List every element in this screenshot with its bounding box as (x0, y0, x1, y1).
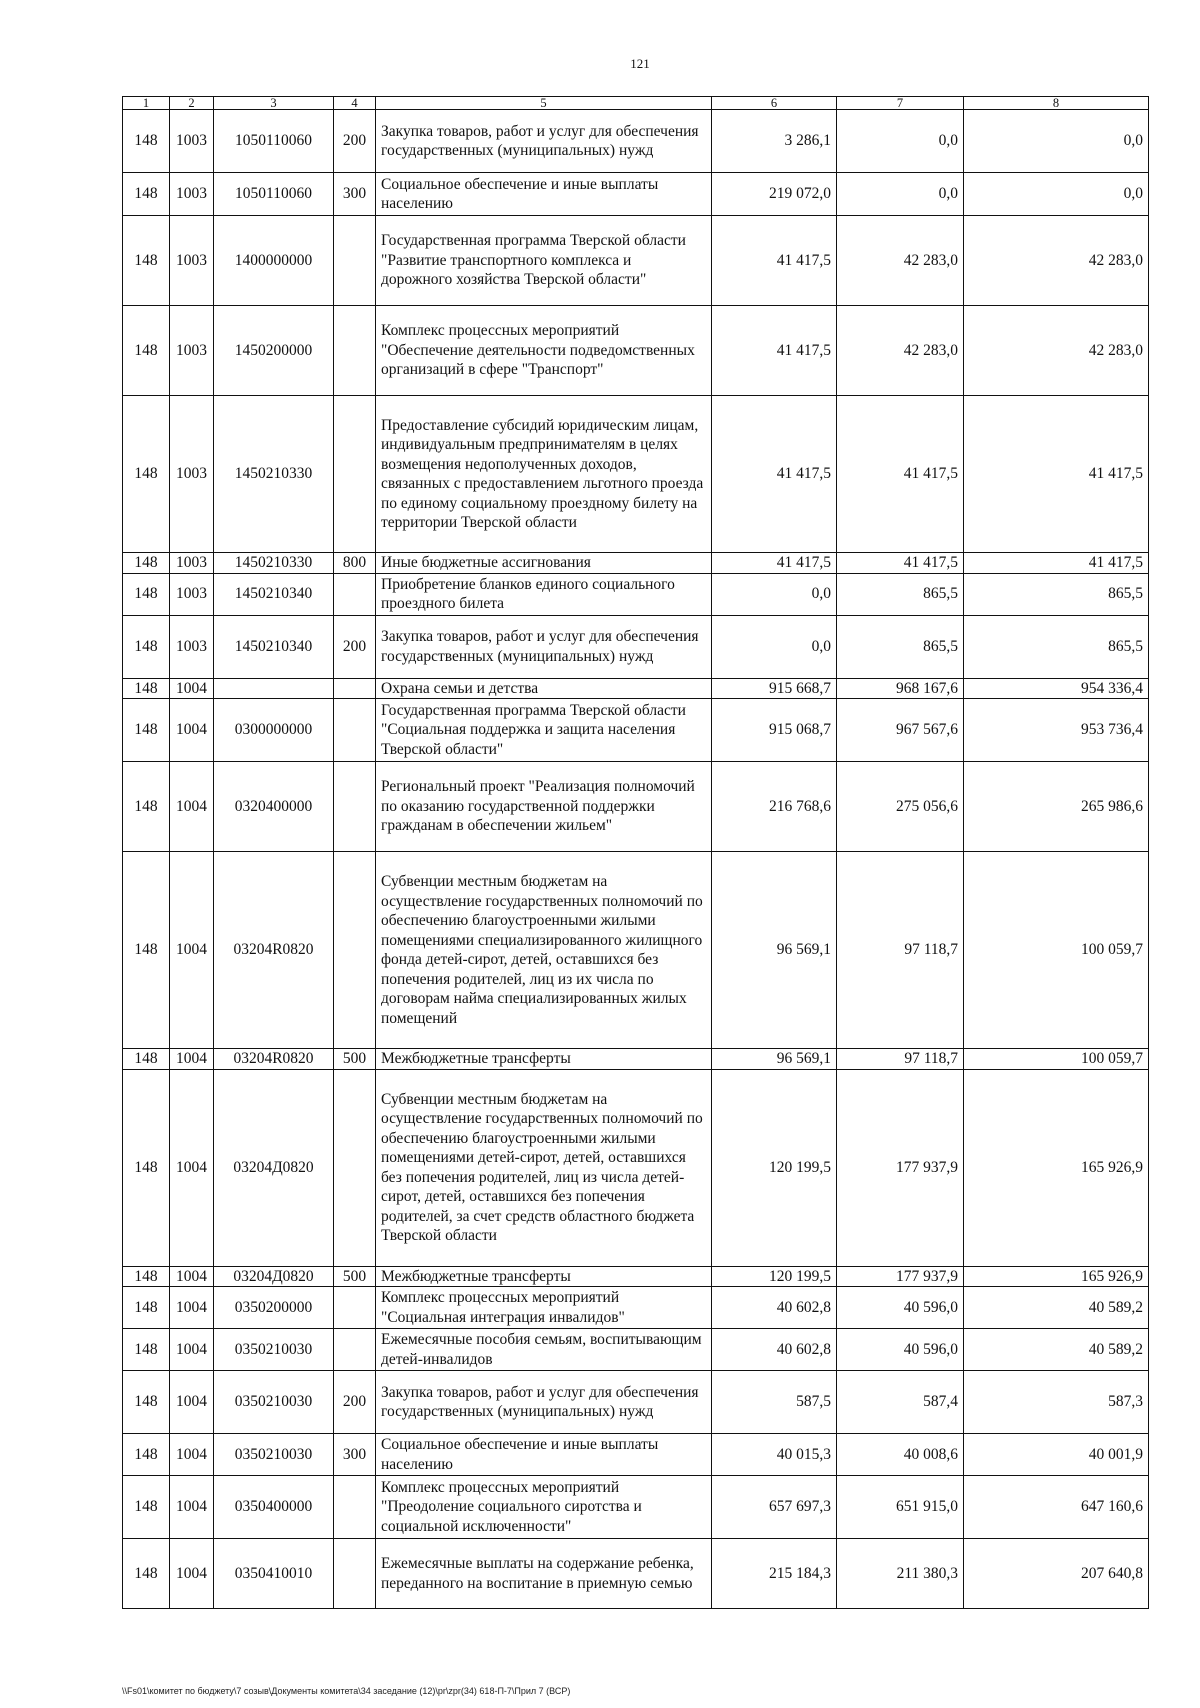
target-article-cell: 1450200000 (214, 306, 334, 396)
amount-year2-cell: 40 596,0 (837, 1287, 964, 1329)
amount-year3-cell: 0,0 (964, 110, 1149, 173)
table-row (123, 1371, 1149, 1434)
table-row (123, 678, 1149, 699)
target-article-cell: 0350210030 (214, 1329, 334, 1371)
section-code-cell: 1004 (170, 1329, 214, 1371)
description-cell: Ежемесячные пособия семьям, воспитывающим детей-инвалидов (376, 1329, 712, 1371)
table-row (123, 216, 1149, 306)
expense-type-cell (334, 396, 376, 553)
amount-year3-cell: 100 059,7 (964, 852, 1149, 1049)
amount-year3-cell: 41 417,5 (964, 553, 1149, 574)
expense-type-cell (334, 1539, 376, 1609)
amount-year1-cell: 915 668,7 (712, 678, 837, 699)
amount-year1-cell: 3 286,1 (712, 110, 837, 173)
description-cell: Региональный проект "Реализация полномочий по оказанию государственной поддержки гражданам в обеспечении жильем" (376, 762, 712, 852)
amount-year1-cell: 41 417,5 (712, 306, 837, 396)
table-row (123, 1476, 1149, 1539)
target-article-cell: 0320400000 (214, 762, 334, 852)
amount-year1-cell: 587,5 (712, 1371, 837, 1434)
target-article-cell: 1050110060 (214, 173, 334, 216)
target-article-cell: 1050110060 (214, 110, 334, 173)
amount-year2-cell: 0,0 (837, 110, 964, 173)
expense-type-cell (334, 306, 376, 396)
section-code-cell: 1004 (170, 678, 214, 699)
amount-year2-cell: 865,5 (837, 573, 964, 615)
amount-year2-cell: 968 167,6 (837, 678, 964, 699)
table-row (123, 1539, 1149, 1609)
table-row (123, 699, 1149, 762)
page-number: 121 (630, 56, 650, 71)
amount-year1-cell: 120 199,5 (712, 1266, 837, 1287)
amount-year3-cell: 42 283,0 (964, 306, 1149, 396)
section-code-cell: 1004 (170, 1266, 214, 1287)
amount-year2-cell: 97 118,7 (837, 852, 964, 1049)
amount-year1-cell: 96 569,1 (712, 1049, 837, 1070)
description-cell: Субвенции местным бюджетам на осуществление государственных полномочий по обеспечению благоустроенными жилыми помещениями детей-сирот, детей, оставшихся без попечения родителей, лиц из числа детей-сирот, детей, оставшихся без попечения родителей, за счет средств областного бюджета Тверской области (376, 1069, 712, 1266)
section-code-cell: 1003 (170, 615, 214, 678)
table-body (123, 110, 1149, 1609)
target-article-cell (214, 678, 334, 699)
section-code-cell: 1004 (170, 699, 214, 762)
column-header: 6 (712, 97, 837, 110)
section-code-cell: 1004 (170, 1287, 214, 1329)
table-row (123, 110, 1149, 173)
amount-year2-cell: 0,0 (837, 173, 964, 216)
column-number-row (123, 97, 1149, 110)
table-row (123, 306, 1149, 396)
amount-year3-cell: 587,3 (964, 1371, 1149, 1434)
amount-year2-cell: 275 056,6 (837, 762, 964, 852)
target-article-cell: 1450210330 (214, 553, 334, 574)
section-code-cell: 1004 (170, 852, 214, 1049)
table-row (123, 852, 1149, 1049)
expense-type-cell (334, 1069, 376, 1266)
target-article-cell: 03204Д0820 (214, 1069, 334, 1266)
description-cell: Комплекс процессных мероприятий "Преодоление социального сиротства и социальной исключенности" (376, 1476, 712, 1539)
amount-year3-cell: 0,0 (964, 173, 1149, 216)
description-cell: Субвенции местным бюджетам на осуществление государственных полномочий по обеспечению благоустроенными жилыми помещениями специализированного жилищного фонда детей-сирот, детей, оставшихся без попечения родителей, лиц из их числа по договорам найма специализированных жилых помещений (376, 852, 712, 1049)
target-article-cell: 1450210330 (214, 396, 334, 553)
amount-year1-cell: 96 569,1 (712, 852, 837, 1049)
section-code-cell: 1004 (170, 1049, 214, 1070)
amount-year2-cell: 177 937,9 (837, 1266, 964, 1287)
amount-year1-cell: 0,0 (712, 615, 837, 678)
expense-type-cell (334, 1476, 376, 1539)
amount-year2-cell: 967 567,6 (837, 699, 964, 762)
amount-year3-cell: 865,5 (964, 615, 1149, 678)
amount-year3-cell: 165 926,9 (964, 1069, 1149, 1266)
footer-file-path: \\Fs01\комитет по бюджету\7 созыв\Документы комитета\34 заседание (12)\pr\zpr(34) 618-П-7\Прил 7 (ВСР) (122, 1686, 571, 1696)
description-cell: Социальное обеспечение и иные выплаты населению (376, 173, 712, 216)
table-row (123, 1434, 1149, 1476)
target-article-cell: 1450210340 (214, 615, 334, 678)
amount-year3-cell: 165 926,9 (964, 1266, 1149, 1287)
amount-year1-cell: 40 602,8 (712, 1287, 837, 1329)
table-row (123, 573, 1149, 615)
ministry-code-cell: 148 (123, 573, 170, 615)
amount-year3-cell: 265 986,6 (964, 762, 1149, 852)
description-cell: Комплекс процессных мероприятий "Обеспечение деятельности подведомственных организаций в сфере "Транспорт" (376, 306, 712, 396)
amount-year2-cell: 40 008,6 (837, 1434, 964, 1476)
target-article-cell: 0350200000 (214, 1287, 334, 1329)
amount-year3-cell: 953 736,4 (964, 699, 1149, 762)
section-code-cell: 1003 (170, 216, 214, 306)
ministry-code-cell: 148 (123, 553, 170, 574)
ministry-code-cell: 148 (123, 110, 170, 173)
amount-year1-cell: 120 199,5 (712, 1069, 837, 1266)
amount-year2-cell: 41 417,5 (837, 553, 964, 574)
amount-year1-cell: 40 015,3 (712, 1434, 837, 1476)
ministry-code-cell: 148 (123, 1266, 170, 1287)
section-code-cell: 1004 (170, 1434, 214, 1476)
target-article-cell: 0350400000 (214, 1476, 334, 1539)
amount-year3-cell: 865,5 (964, 573, 1149, 615)
description-cell: Закупка товаров, работ и услуг для обеспечения государственных (муниципальных) нужд (376, 615, 712, 678)
ministry-code-cell: 148 (123, 216, 170, 306)
amount-year3-cell: 207 640,8 (964, 1539, 1149, 1609)
ministry-code-cell: 148 (123, 1434, 170, 1476)
amount-year1-cell: 219 072,0 (712, 173, 837, 216)
expense-type-cell: 300 (334, 173, 376, 216)
section-code-cell: 1003 (170, 553, 214, 574)
description-cell: Государственная программа Тверской области "Социальная поддержка и защита населения Тверской области" (376, 699, 712, 762)
section-code-cell: 1004 (170, 1069, 214, 1266)
table-row (123, 1069, 1149, 1266)
amount-year2-cell: 587,4 (837, 1371, 964, 1434)
expense-type-cell (334, 216, 376, 306)
amount-year3-cell: 100 059,7 (964, 1049, 1149, 1070)
expense-type-cell: 200 (334, 1371, 376, 1434)
table-row (123, 1266, 1149, 1287)
ministry-code-cell: 148 (123, 1069, 170, 1266)
expense-type-cell: 800 (334, 553, 376, 574)
section-code-cell: 1003 (170, 573, 214, 615)
amount-year3-cell: 40 589,2 (964, 1287, 1149, 1329)
expense-type-cell: 200 (334, 615, 376, 678)
target-article-cell: 0300000000 (214, 699, 334, 762)
description-cell: Закупка товаров, работ и услуг для обеспечения государственных (муниципальных) нужд (376, 1371, 712, 1434)
amount-year2-cell: 42 283,0 (837, 306, 964, 396)
section-code-cell: 1003 (170, 396, 214, 553)
target-article-cell: 0350410010 (214, 1539, 334, 1609)
amount-year1-cell: 41 417,5 (712, 553, 837, 574)
table-row (123, 173, 1149, 216)
table-row (123, 1049, 1149, 1070)
expense-type-cell (334, 1329, 376, 1371)
amount-year1-cell: 41 417,5 (712, 396, 837, 553)
amount-year2-cell: 97 118,7 (837, 1049, 964, 1070)
amount-year1-cell: 0,0 (712, 573, 837, 615)
description-cell: Закупка товаров, работ и услуг для обеспечения государственных (муниципальных) нужд (376, 110, 712, 173)
amount-year1-cell: 657 697,3 (712, 1476, 837, 1539)
ministry-code-cell: 148 (123, 699, 170, 762)
target-article-cell: 0350210030 (214, 1434, 334, 1476)
column-header: 7 (837, 97, 964, 110)
expense-type-cell: 300 (334, 1434, 376, 1476)
ministry-code-cell: 148 (123, 1371, 170, 1434)
amount-year3-cell: 40 001,9 (964, 1434, 1149, 1476)
column-header: 2 (170, 97, 214, 110)
ministry-code-cell: 148 (123, 396, 170, 553)
expense-type-cell (334, 573, 376, 615)
column-header: 5 (376, 97, 712, 110)
section-code-cell: 1003 (170, 110, 214, 173)
table-row (123, 553, 1149, 574)
amount-year3-cell: 40 589,2 (964, 1329, 1149, 1371)
amount-year2-cell: 865,5 (837, 615, 964, 678)
section-code-cell: 1003 (170, 306, 214, 396)
expense-type-cell (334, 678, 376, 699)
amount-year2-cell: 41 417,5 (837, 396, 964, 553)
description-cell: Социальное обеспечение и иные выплаты населению (376, 1434, 712, 1476)
description-cell: Государственная программа Тверской области "Развитие транспортного комплекса и дорожного хозяйства Тверской области" (376, 216, 712, 306)
amount-year3-cell: 954 336,4 (964, 678, 1149, 699)
expense-type-cell (334, 1287, 376, 1329)
amount-year1-cell: 216 768,6 (712, 762, 837, 852)
expense-type-cell (334, 852, 376, 1049)
ministry-code-cell: 148 (123, 1049, 170, 1070)
target-article-cell: 03204Д0820 (214, 1266, 334, 1287)
ministry-code-cell: 148 (123, 1539, 170, 1609)
description-cell: Охрана семьи и детства (376, 678, 712, 699)
target-article-cell: 03204R0820 (214, 1049, 334, 1070)
expense-type-cell: 200 (334, 110, 376, 173)
amount-year2-cell: 651 915,0 (837, 1476, 964, 1539)
amount-year3-cell: 647 160,6 (964, 1476, 1149, 1539)
description-cell: Комплекс процессных мероприятий "Социальная интеграция инвалидов" (376, 1287, 712, 1329)
description-cell: Межбюджетные трансферты (376, 1266, 712, 1287)
ministry-code-cell: 148 (123, 1476, 170, 1539)
column-header: 4 (334, 97, 376, 110)
target-article-cell: 1400000000 (214, 216, 334, 306)
ministry-code-cell: 148 (123, 1329, 170, 1371)
section-code-cell: 1004 (170, 1476, 214, 1539)
section-code-cell: 1004 (170, 1371, 214, 1434)
description-cell: Предоставление субсидий юридическим лицам, индивидуальным предпринимателям в целях возмещения недополученных доходов, связанных с предоставлением льготного проезда по единому социальному проездному билету на территории Тверской области (376, 396, 712, 553)
expense-type-cell: 500 (334, 1266, 376, 1287)
ministry-code-cell: 148 (123, 615, 170, 678)
ministry-code-cell: 148 (123, 173, 170, 216)
amount-year1-cell: 41 417,5 (712, 216, 837, 306)
amount-year1-cell: 915 068,7 (712, 699, 837, 762)
table-row (123, 1287, 1149, 1329)
table-row (123, 396, 1149, 553)
amount-year2-cell: 177 937,9 (837, 1069, 964, 1266)
table-row (123, 615, 1149, 678)
column-header: 8 (964, 97, 1149, 110)
section-code-cell: 1004 (170, 762, 214, 852)
amount-year2-cell: 42 283,0 (837, 216, 964, 306)
description-cell: Межбюджетные трансферты (376, 1049, 712, 1070)
ministry-code-cell: 148 (123, 1287, 170, 1329)
expense-type-cell (334, 699, 376, 762)
target-article-cell: 1450210340 (214, 573, 334, 615)
target-article-cell: 0350210030 (214, 1371, 334, 1434)
amount-year3-cell: 41 417,5 (964, 396, 1149, 553)
amount-year1-cell: 40 602,8 (712, 1329, 837, 1371)
table-row (123, 762, 1149, 852)
ministry-code-cell: 148 (123, 678, 170, 699)
section-code-cell: 1004 (170, 1539, 214, 1609)
section-code-cell: 1003 (170, 173, 214, 216)
amount-year3-cell: 42 283,0 (964, 216, 1149, 306)
column-header: 1 (123, 97, 170, 110)
target-article-cell: 03204R0820 (214, 852, 334, 1049)
ministry-code-cell: 148 (123, 306, 170, 396)
amount-year2-cell: 40 596,0 (837, 1329, 964, 1371)
column-header: 3 (214, 97, 334, 110)
description-cell: Иные бюджетные ассигнования (376, 553, 712, 574)
budget-table (122, 96, 1149, 1609)
amount-year2-cell: 211 380,3 (837, 1539, 964, 1609)
description-cell: Приобретение бланков единого социального проездного билета (376, 573, 712, 615)
table-row (123, 1329, 1149, 1371)
expense-type-cell (334, 762, 376, 852)
ministry-code-cell: 148 (123, 762, 170, 852)
expense-type-cell: 500 (334, 1049, 376, 1070)
ministry-code-cell: 148 (123, 852, 170, 1049)
amount-year1-cell: 215 184,3 (712, 1539, 837, 1609)
description-cell: Ежемесячные выплаты на содержание ребенка, переданного на воспитание в приемную семью (376, 1539, 712, 1609)
